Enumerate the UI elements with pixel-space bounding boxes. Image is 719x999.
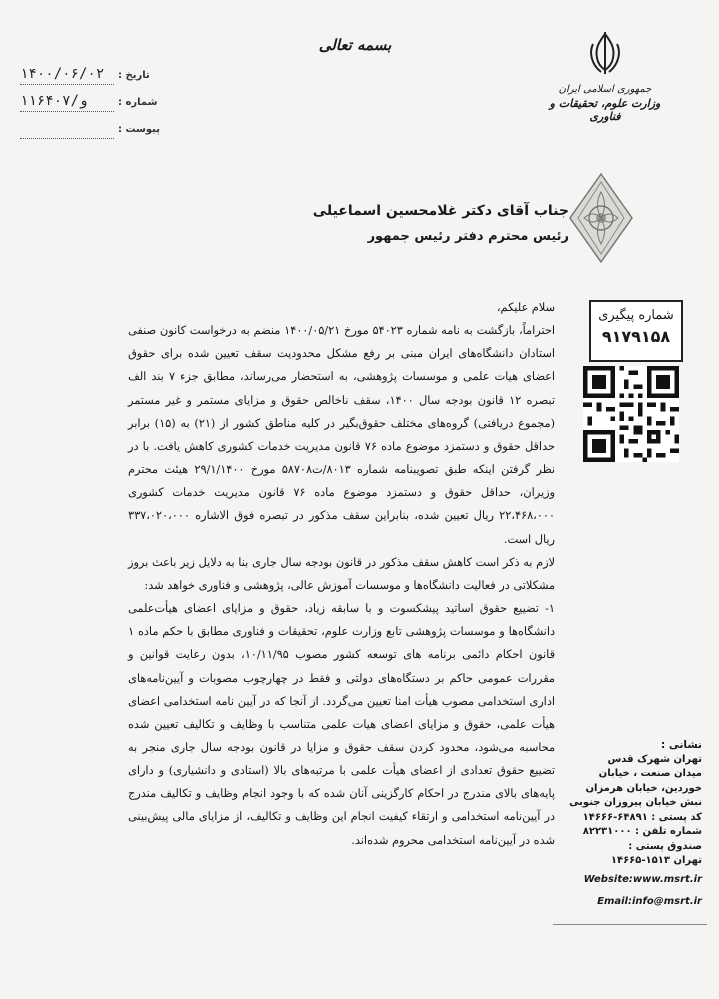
- recipient-name: جناب آقای دکتر غلامحسین اسماعیلی: [312, 203, 569, 219]
- postal-code: کد پستی : ۶۴۸۹۱-۱۴۶۶۶: [582, 811, 702, 823]
- website-link[interactable]: Website:www.msrt.ir: [583, 873, 702, 885]
- email-link[interactable]: Email:info@msrt.ir: [597, 896, 702, 907]
- ministry-name: وزارت علوم، تحقیقات و فناوری: [549, 97, 661, 123]
- greeting: سلام علیکم،: [496, 301, 555, 314]
- number-row: [20, 93, 160, 120]
- divider: [553, 924, 707, 925]
- ministry-header: [540, 84, 670, 123]
- address-line: میدان صنعت ، خیابان: [598, 768, 702, 779]
- paragraph-3: ۱- تضییع حقوق اساتید پیشکسوت و با سابقه زیاد، حقوق و مزایای اعضای هیأت‌علمی دانشگاه‌ها و موسسات پژوهشی تابع وزارت علوم، تحقیقات و فناوری مطابق با حکم ماده ۱ قانون احکام دائمی برنامه های توسعه کشور مصوب ۱۰/۱۱/۹۵، بدون رعایت قوانین و مقررات عمومی حاکم بر دستگاه‌های دولتی و فقط در چهارچوب مصوبات و آیین‌نامه‌های اداری استخدامی مصوب هیأت امنا تعیین می‌گردد. از آنجا که در آیین نامه استخدامی اعضای هیأت علمی، حقوق و مزایای اعضای هیات علمی متناسب با وظایف و تکالیف تعیین شده محاسبه می‌شود، محدود کردن سقف حقوق و مزایا در قانون بودجه سال جاری منجر به تضییع حقوق تعدادی از اعضای هیأت علمی با مرتبه‌های بالا (استادی و دانشیاری) و دارای پایه‌های بالای مندرج در احکام کارگزینی آنان شده که با وجود انجام وظایف و تکالیف مندرج در آیین‌نامه استخدامی و ارتقاء کیفیت انجام این وظایف و تکالیف، از مزایای مالی پیش‌بینی شده در آیین‌نامه استخدامی محروم شده‌اند.: [128, 602, 555, 847]
- address-line: تهران شهرک قدس: [607, 753, 702, 765]
- country-name: جمهوری اسلامی ایران: [558, 84, 652, 95]
- po-box: تهران ۱۵۱۳-۱۴۶۶۵: [610, 855, 702, 866]
- letter-body: [128, 296, 555, 852]
- date-value: ۱۴۰۰/۰۶/۰۲: [20, 66, 105, 82]
- basmala: بسمه تعالی: [318, 36, 392, 54]
- address-line: خوردین، خیابان هرمزان: [585, 782, 702, 794]
- paragraph-1: احتراماً، بازگشت به نامه شماره ۵۴۰۲۳ مورخ ۱۴۰۰/۰۵/۲۱ منضم به درخواست کانون صنفی استادان دانشگاه‌های ایران مبنی بر رفع مشکل محدودیت سقف تعیین شده برای حقوق اعضای هیات علمی و موسسات پژوهشی، به استحضار می‌رساند، مطابق جزء ۷ بند الف تبصره ۱۲ قانون بودجه سال ۱۴۰۰، سقف ناخالص حقوق و مزایای مستمر و غیر مستمر (مجموع دریافتی) گروه‌های مختلف حقوق‌بگیر در کلیه مناطق کشور از (۲۱) به (۱۵) برابر حداقل حقوق و دستمزد موضوع ماده ۷۶ قانون مدیریت خدمات کشوری کاهش یافت. با در نظر گرفتن اینکه طبق تصویبنامه شماره ۸۰۱۳/ت۵۸۷۰۸ مورخ ۲۹/۱/۱۴۰۰ هیئت محترم وزیران، حداقل حقوق و دستمزد موضوع ماده ۷۶ قانون مدیریت خدمات کشوری ۲۲،۴۶۸،۰۰۰ ریال تعیین شده، بنابراین سقف مذکور در تبصره فوق الاشاره ۳۳۷،۰۲۰،۰۰۰ ریال است.: [128, 324, 555, 546]
- date-row: [20, 66, 160, 93]
- tracking-label: شماره پیگیری: [598, 308, 674, 323]
- paragraph-2: لازم به ذکر است کاهش سقف مذکور در قانون بودجه سال جاری بنا به دلایل زیر باعث بروز مشکلاتی در فعالیت دانشگاه‌ها و موسسات آموزش عالی، پژوهشی و فناوری خواهد شد:: [128, 555, 555, 592]
- address-label: نشانی :: [661, 739, 702, 751]
- letter-meta: [20, 66, 160, 147]
- tracking-box: [589, 300, 683, 362]
- number-line: [20, 111, 114, 112]
- tracking-number: ۹۱۷۹۱۵۸: [601, 327, 671, 346]
- number-value: ۱۱۶۴۰۷/و: [20, 93, 88, 109]
- date-label: تاریخ :: [118, 70, 150, 81]
- contact-info: [560, 738, 702, 910]
- recipient-title: رئیس محترم دفتر رئیس جمهور: [367, 229, 569, 244]
- attachment-row: [20, 120, 160, 147]
- iran-emblem-icon: [585, 30, 625, 76]
- attachment-label: پیوست :: [117, 124, 160, 135]
- number-label: شماره :: [118, 97, 158, 108]
- attachment-line: [20, 138, 114, 139]
- date-line: [20, 84, 114, 85]
- po-box-label: صندوق پستی :: [628, 840, 702, 852]
- qr-code-icon: [583, 366, 679, 462]
- phone-number: شماره تلفن : ۸۲۲۳۱۰۰۰: [582, 826, 702, 837]
- address-line: نبش خیابان پیروزان جنوبی: [569, 797, 702, 808]
- recipient: [269, 203, 569, 244]
- ornament-icon: [568, 172, 634, 264]
